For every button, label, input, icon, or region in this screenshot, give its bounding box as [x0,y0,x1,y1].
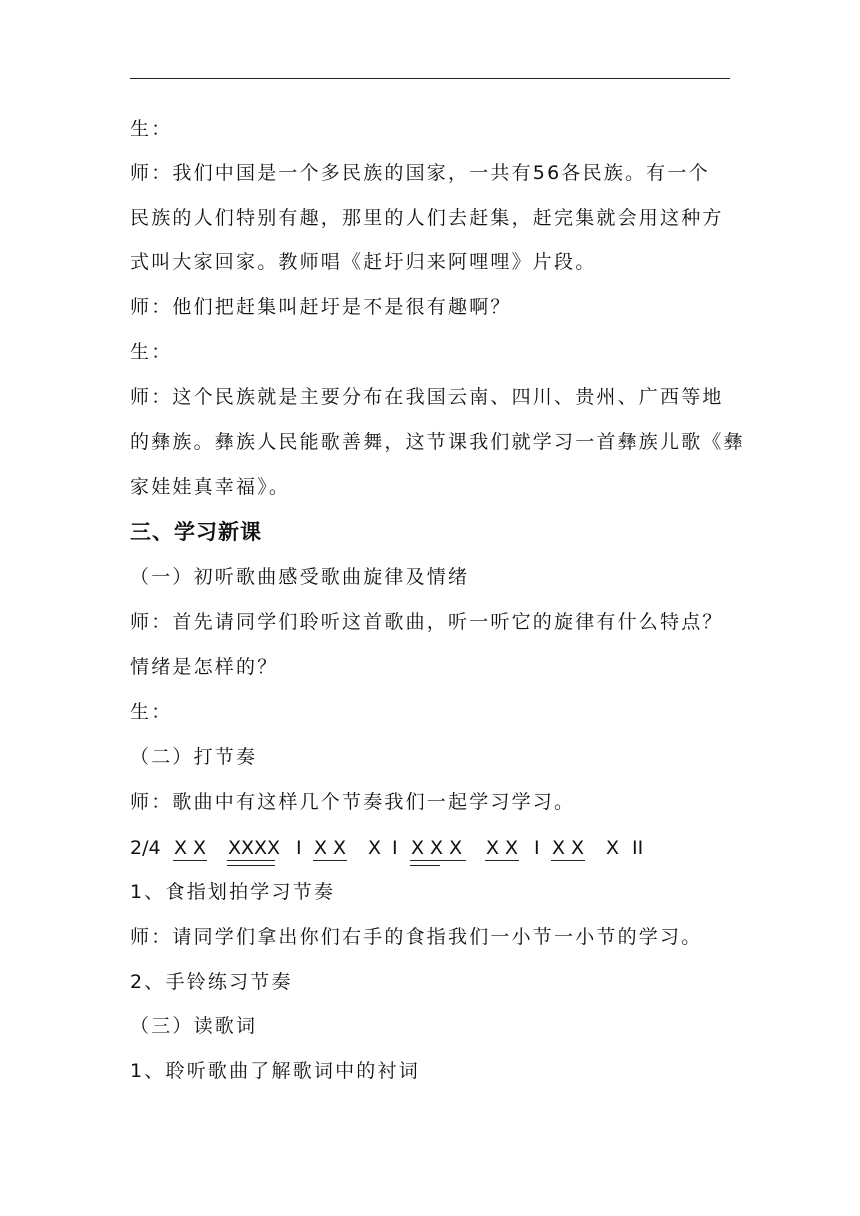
beam-underline-2a [227,860,275,861]
rhythm-notation [130,834,730,864]
paragraph-student-reply-3: 生： [130,701,173,723]
rhythm-barline-3: I [534,837,540,859]
rhythm-meter: 2/4 [130,837,161,859]
beam-underline-1 [173,860,207,861]
paragraph-student-reply-2: 生： [130,341,173,363]
paragraph-teacher-4-line-2: 情绪是怎样的？ [130,656,279,678]
beam-underline-3 [313,860,347,861]
rhythm-group-1: X X [174,837,207,859]
paragraph-teacher-3-line-3: 家娃娃真幸福》。 [130,476,291,498]
rhythm-group-6: X X [486,837,519,859]
paragraph-teacher-5: 师：歌曲中有这样几个节奏我们一起学习学习。 [130,791,576,813]
subsection-1-title: （一）初听歌曲感受歌曲旋律及情绪 [130,566,470,588]
paragraph-teacher-1-line-2: 民族的人们特别有趣，那里的人们去赶集，赶完集就会用这种方 [130,207,724,229]
beam-underline-6 [485,860,519,861]
rhythm-group-4: X [368,837,382,859]
header-rule [130,78,730,79]
paragraph-student-reply-1: 生： [130,118,173,140]
practice-step-1: 1、食指划拍学习节奏 [130,881,336,903]
subsection-2-title: （二）打节奏 [130,746,258,768]
lyrics-step-1: 1、聆听歌曲了解歌词中的衬词 [130,1060,420,1082]
beam-underline-7 [551,860,585,861]
practice-step-2: 2、手铃练习节奏 [130,971,293,993]
rhythm-end-barline: II [632,837,644,859]
rhythm-barline-2: I [392,837,398,859]
subsection-3-title: （三）读歌词 [130,1015,258,1037]
section-heading: 三、学习新课 [130,520,262,544]
paragraph-teacher-3-line-2: 的彝族。彝族人民能歌善舞，这节课我们就学习一首彝族儿歌《彝 [130,431,745,453]
paragraph-teacher-2: 师：他们把赶集叫赶圩是不是很有趣啊？ [130,296,512,318]
paragraph-teacher-1-line-1: 师：我们中国是一个多民族的国家，一共有56各民族。有一个 [130,162,710,184]
paragraph-teacher-6: 师：请同学们拿出你们右手的食指我们一小节一小节的学习。 [130,926,703,948]
paragraph-teacher-4-line-1: 师：首先请同学们聆听这首歌曲，听一听它的旋律有什么特点？ [130,611,724,633]
rhythm-group-2: XXXX [228,837,281,859]
rhythm-barline-1: I [296,837,302,859]
rhythm-group-7: X X [552,837,585,859]
beam-underline-5b [410,865,440,866]
rhythm-group-5: X X X [411,837,463,859]
paragraph-teacher-3-line-1: 师：这个民族就是主要分布在我国云南、四川、贵州、广西等地 [130,386,724,408]
rhythm-group-8: X [606,837,620,859]
rhythm-group-3: X X [314,837,347,859]
paragraph-teacher-1-line-3: 式叫大家回家。教师唱《赶圩归来阿哩哩》片段。 [130,251,597,273]
beam-underline-2b [227,865,275,866]
beam-underline-5a [410,860,466,861]
